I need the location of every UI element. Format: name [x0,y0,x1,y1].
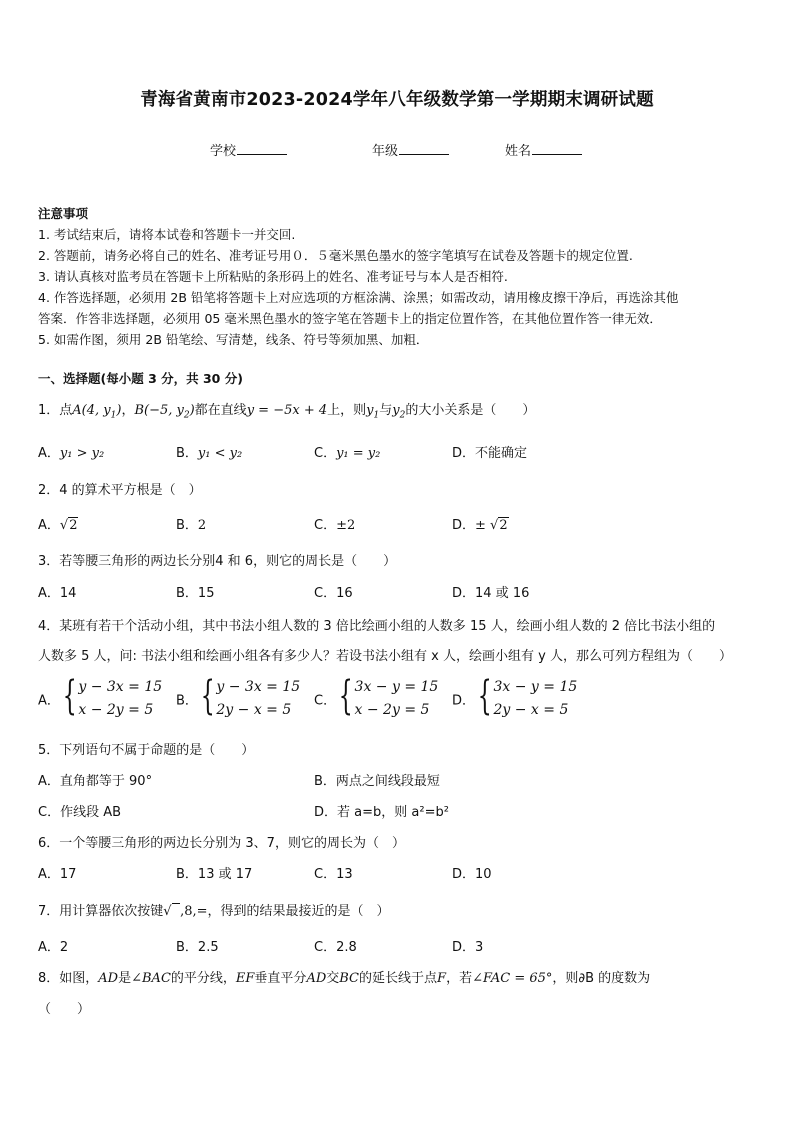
q4-option-d[interactable]: D． { 3x − y = 15 2y − x = 5 [452,673,578,719]
question-2-stem: 2．4 的算术平方根是（ ） [38,483,202,498]
q1-line-eq: y = −5x + 4 [246,403,328,418]
q1-option-d[interactable]: D．不能确定 [452,446,528,461]
q1-option-b[interactable]: B．y₁ < y₂ [176,446,243,461]
sqrt-key-icon: √ [163,904,180,919]
q4-option-b[interactable]: B． { y − 3x = 15 2y − x = 5 [176,673,301,719]
sqrt-icon: √2 [490,518,508,533]
q7-option-b[interactable]: B．2.5 [176,940,219,955]
notice-block [38,203,763,350]
q3-option-d[interactable]: D．14 或 16 [452,586,530,601]
q7-keys: ,8,= [180,904,208,919]
school-blank[interactable] [237,141,287,155]
sqrt-icon: √2 [59,518,78,533]
name-blank[interactable] [532,141,582,155]
notice-item: 2. 答题前，请务必将自己的姓名、准考证号用０．５毫米黑色墨水的签字笔填写在试卷及答题卡的规定位置. [38,248,633,263]
q2-option-d[interactable]: D．± √2 [452,518,508,533]
question-7-stem [38,900,390,919]
question-4-stem-line1: 4．某班有若干个活动小组，其中书法小组人数的 3 倍比绘画小组的人数多 15 人，绘画小组人数的 2 倍比书法小组的 [38,619,716,634]
q6-option-a[interactable]: A．17 [38,867,77,882]
q3-option-b[interactable]: B．15 [176,586,215,601]
q1-y1: $y_1$ [366,403,380,421]
q5-option-c[interactable]: C．作线段 AB [38,805,122,820]
q4-option-a[interactable]: A． { y − 3x = 15 x − 2y = 5 [38,673,163,719]
name-label: 姓名 [505,144,532,159]
q5-option-d[interactable]: D．若 a=b，则 a²=b² [314,805,449,820]
q4-option-c[interactable]: C． { 3x − y = 15 x − 2y = 5 [314,673,439,719]
q3-option-a[interactable]: A．14 [38,586,77,601]
q3-option-c[interactable]: C．16 [314,586,353,601]
question-8-answer-paren: （ ） [38,1002,91,1017]
grade-blank[interactable] [399,141,449,155]
school-label: 学校 [210,144,237,159]
q7-post: ，得到的结果最接近的是（ ） [207,904,390,919]
notice-item: 3. 请认真核对监考员在答题卡上所粘贴的条形码上的姓名、准考证号与本人是否相符. [38,269,508,284]
grade-field[interactable] [372,140,449,159]
question-4-stem-line2: 人数多 5 人，问: 书法小组和绘画小组各有多少人？若设书法小组有 x 人，绘画小组有 y 人，那么可列方程组为（ ） [38,649,732,664]
q1-sep: ， [121,403,135,418]
q6-option-c[interactable]: C．13 [314,867,353,882]
q1-y2: $y_2$ [392,403,406,421]
notice-item: 1. 考试结束后，请将本试卷和答题卡一并交回. [38,227,296,242]
q1-option-a[interactable]: A．y₁ > y₂ [38,446,105,461]
q1-point-a: A(4, $y_1$) [72,403,122,421]
q1-with: 与 [379,403,393,418]
page-title: 青海省黄南市2023-2024学年八年级数学第一学期期末调研试题 [140,90,654,110]
q1-point-b: B(−5, $y_2$) [134,403,195,421]
q6-option-b[interactable]: B．13 或 17 [176,867,253,882]
q7-option-a[interactable]: A．2 [38,940,69,955]
q5-option-a[interactable]: A．直角都等于 90° [38,774,153,789]
grade-label: 年级 [372,144,399,159]
section-heading: 一、选择题(每小题 3 分，共 30 分) [38,371,243,386]
question-5-stem: 5．下列语句不属于命题的是（ ） [38,743,255,758]
q1-after: 上，则 [327,403,367,418]
notice-item: 5. 如需作图，须用 2B 铅笔绘、写清楚，线条、符号等须加黑、加粗． [38,332,429,347]
question-8-stem: 8．如图，AD是∠BAC的平分线，EF垂直平分AD交BC的延长线于点F，若∠FAC = 65°，则∂B 的度数为 [38,971,651,986]
q2-option-a[interactable]: A．√2 [38,518,78,533]
question-3-stem: 3．若等腰三角形的两边长分别4 和 6，则它的周长是（ ） [38,554,397,569]
q1-number: 1．点 [38,403,73,418]
q5-option-b[interactable]: B．两点之间线段最短 [314,774,440,789]
notice-heading: 注意事项 [38,206,89,221]
notice-item: 4. 作答选择题，必须用 2B 铅笔将答题卡上对应选项的方框涂满、涂黑；如需改动，请用橡皮擦干净后，再选涂其他 [38,290,679,305]
q7-option-c[interactable]: C．2.8 [314,940,357,955]
q7-option-d[interactable]: D．3 [452,940,484,955]
school-field[interactable] [210,140,287,159]
question-6-stem: 6．一个等腰三角形的两边长分别为 3、7，则它的周长为（ ） [38,836,405,851]
q1-option-c[interactable]: C．y₁ = y₂ [314,446,381,461]
name-field[interactable] [505,140,582,159]
q7-pre: 7．用计算器依次按键 [38,904,164,919]
q2-option-b[interactable]: B．2 [176,518,207,533]
q1-tail: 的大小关系是（ ） [405,403,536,418]
q2-option-c[interactable]: C．±2 [314,518,356,533]
q1-mid: 都在直线 [194,403,247,418]
question-1-stem [38,399,535,421]
notice-item: 答案．作答非选择题，必须用 05 毫米黑色墨水的签字笔在答题卡上的指定位置作答，在其他位置作答一律无效． [38,311,662,326]
q6-option-d[interactable]: D．10 [452,867,492,882]
